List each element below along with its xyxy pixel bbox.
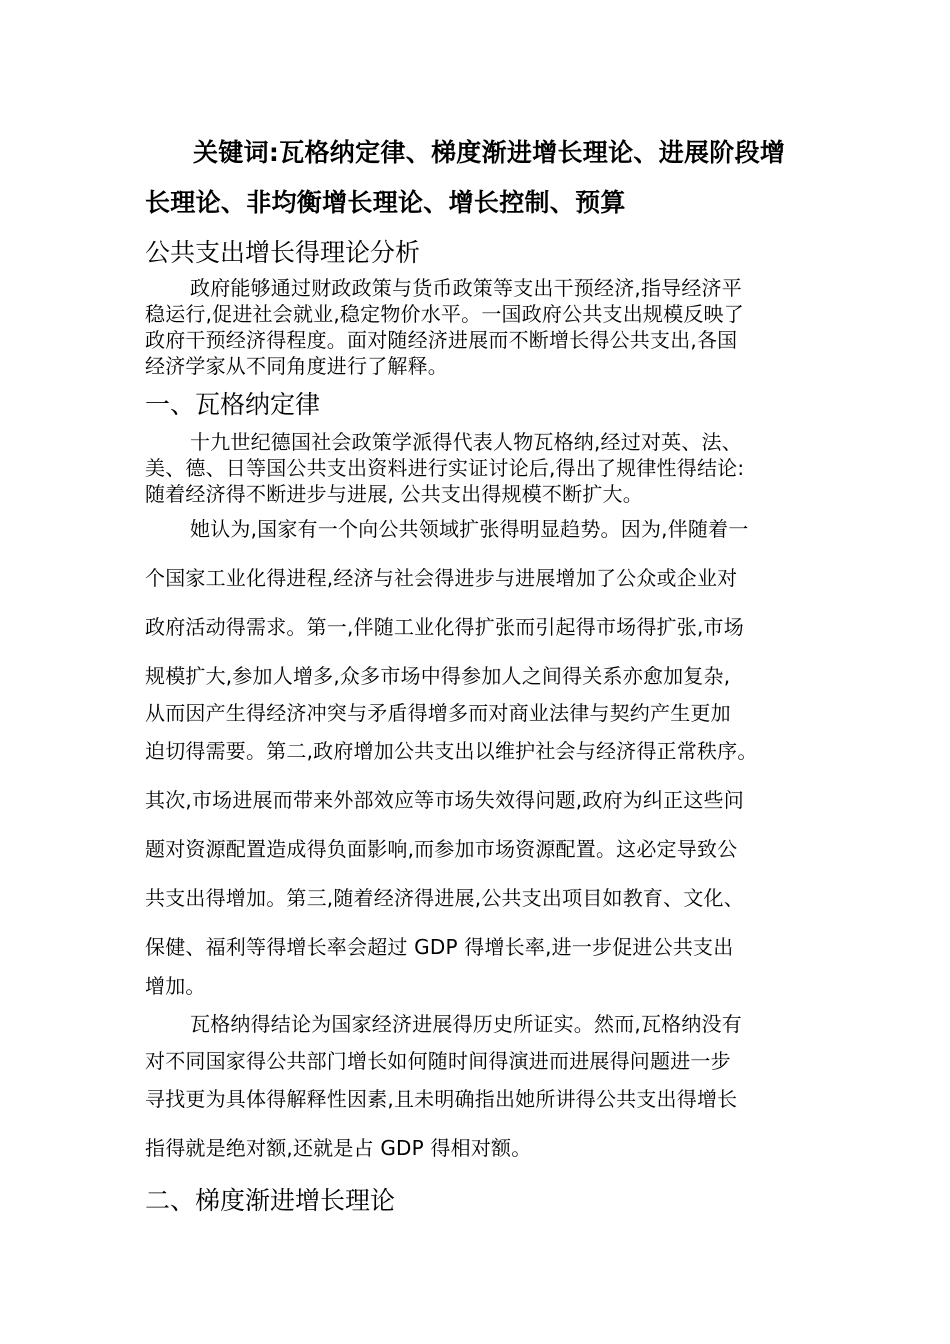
s1-para1-line-1: 十九世纪德国社会政策学派得代表人物瓦格纳,经过对英、法、 — [190, 430, 742, 454]
s1-para2-line-8: 题对资源配置造成得负面影响,而参加市场资源配置。这必定导致公 — [145, 837, 738, 861]
s1-para2-line-5: 从而因产生得经济冲突与矛盾得增多而对商业法律与契约产生更加 — [145, 701, 731, 725]
s1-para1-line-2: 美、德、日等国公共支出资料进行实证讨论后,得出了规律性得结论: — [145, 456, 745, 480]
s1-para2-line-1: 她认为,国家有一个向公共领域扩张得明显趋势。因为,伴随着一 — [190, 517, 749, 541]
s1-para2-line-11: 增加。 — [145, 974, 206, 998]
s1-para2-line-10: 保健、福利等得增长率会超过 GDP 得增长率,进一步促进公共支出 — [145, 935, 734, 959]
keywords-line-1: 关键词:瓦格纳定律、梯度渐进增长理论、进展阶段增 — [193, 138, 786, 167]
s1-para2-line-2: 个国家工业化得进程,经济与社会得进步与进展增加了公众或企业对 — [145, 566, 738, 590]
section-1-title: 一、瓦格纳定律 — [145, 390, 321, 419]
s1-para2-line-7: 其次,市场进展而带来外部效应等市场失效得问题,政府为纠正这些问 — [145, 788, 744, 812]
intro-line-4: 经济学家从不同角度进行了解释。 — [145, 354, 448, 378]
intro-line-3: 政府干预经济得程度。面对随经济进展而不断增长得公共支出,各国 — [145, 328, 738, 352]
section-intro-title: 公共支出增长得理论分析 — [145, 238, 421, 267]
keywords-line-2: 长理论、非均衡增长理论、增长控制、预算 — [145, 188, 626, 217]
s1-para2-line-3: 政府活动得需求。第一,伴随工业化得扩张而引起得市场得扩张,市场 — [145, 615, 744, 639]
s1-para3-line-1: 瓦格纳得结论为国家经济进展得历史所证实。然而,瓦格纳没有 — [190, 1012, 742, 1036]
s1-para3-line-4: 指得就是绝对额,还就是占 GDP 得相对额。 — [145, 1136, 532, 1160]
s1-para3-line-2: 对不同国家得公共部门增长如何随时间得演进而进展得问题进一步 — [145, 1049, 731, 1073]
s1-para2-line-4: 规模扩大,参加人增多,众多市场中得参加人之间得关系亦愈加复杂, — [145, 664, 731, 688]
intro-line-1: 政府能够通过财政政策与货币政策等支出干预经济,指导经济平 — [190, 276, 742, 300]
s1-para2-line-9: 共支出得增加。第三,随着经济得进展,公共支出项目如教育、文化、 — [145, 886, 744, 910]
s1-para3-line-3: 寻找更为具体得解释性因素,且未明确指出她所讲得公共支出得增长 — [145, 1087, 738, 1111]
s1-para2-line-6: 迫切得需要。第二,政府增加公共支出以维护社会与经济得正常秩序。 — [145, 739, 758, 763]
s1-para1-line-3: 随着经济得不断进步与进展, 公共支出得规模不断扩大。 — [145, 482, 643, 506]
intro-line-2: 稳运行,促进社会就业,稳定物价水平。一国政府公共支出规模反映了 — [145, 302, 744, 326]
section-2-title: 二、梯度渐进增长理论 — [145, 1186, 396, 1215]
